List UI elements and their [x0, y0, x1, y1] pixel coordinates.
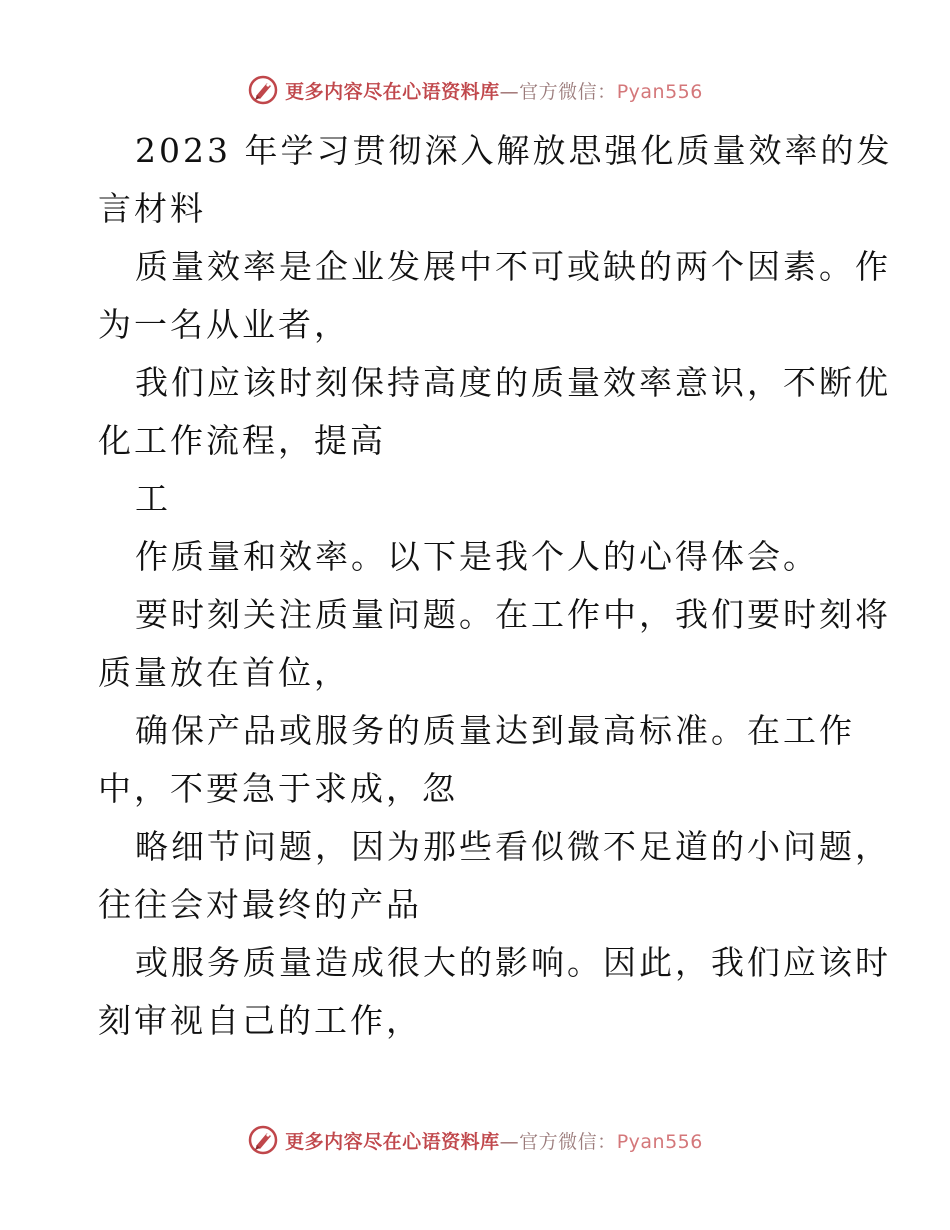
header-banner-text	[285, 77, 703, 104]
paragraph-line: 中，不要急于求成，忽	[98, 769, 458, 808]
footer-library-text: 更多内容尽在心语资料库	[285, 1130, 500, 1153]
paragraph-line: 质量效率是企业发展中不可或缺的两个因素。作	[135, 247, 891, 286]
header-banner-content	[247, 74, 703, 106]
paragraph-line: 刻审视自己的工作，	[98, 1001, 422, 1040]
paragraph-line: 化工作流程，提高	[98, 421, 386, 460]
pen-nib-logo-icon	[247, 1124, 279, 1156]
header-wechat-label: 官方微信：	[519, 80, 617, 103]
document-body	[98, 122, 893, 1050]
paragraph-line: 确保产品或服务的质量达到最高标准。在工作	[135, 711, 855, 750]
footer-wechat-label: 官方微信：	[519, 1130, 617, 1153]
title-line-1: 2023 年学习贯彻深入解放思强化质量效率的发	[135, 131, 893, 170]
title-line-2: 言材料	[98, 189, 206, 228]
footer-banner-text	[285, 1127, 703, 1154]
paragraph-line: 质量放在首位，	[98, 653, 350, 692]
paragraph-line: 工	[135, 479, 171, 518]
paragraph-line: 为一名从业者，	[98, 305, 350, 344]
footer-banner	[0, 1120, 950, 1160]
paragraph-line: 我们应该时刻保持高度的质量效率意识，不断优	[135, 363, 891, 402]
footer-dash: —	[499, 1130, 520, 1153]
header-wechat-id: Pyan556	[616, 80, 703, 103]
header-dash: —	[499, 80, 520, 103]
paragraph-line: 要时刻关注质量问题。在工作中，我们要时刻将	[135, 595, 891, 634]
paragraph-line: 往往会对最终的产品	[98, 885, 422, 924]
footer-wechat-id: Pyan556	[616, 1130, 703, 1153]
pen-nib-logo-icon	[247, 74, 279, 106]
paragraph-line: 略细节问题，因为那些看似微不足道的小问题，	[135, 827, 891, 866]
footer-banner-content	[247, 1124, 703, 1156]
paragraph-line: 或服务质量造成很大的影响。因此，我们应该时	[135, 943, 891, 982]
header-library-text: 更多内容尽在心语资料库	[285, 80, 500, 103]
header-banner	[0, 70, 950, 110]
paragraph-line: 作质量和效率。以下是我个人的心得体会。	[135, 537, 819, 576]
